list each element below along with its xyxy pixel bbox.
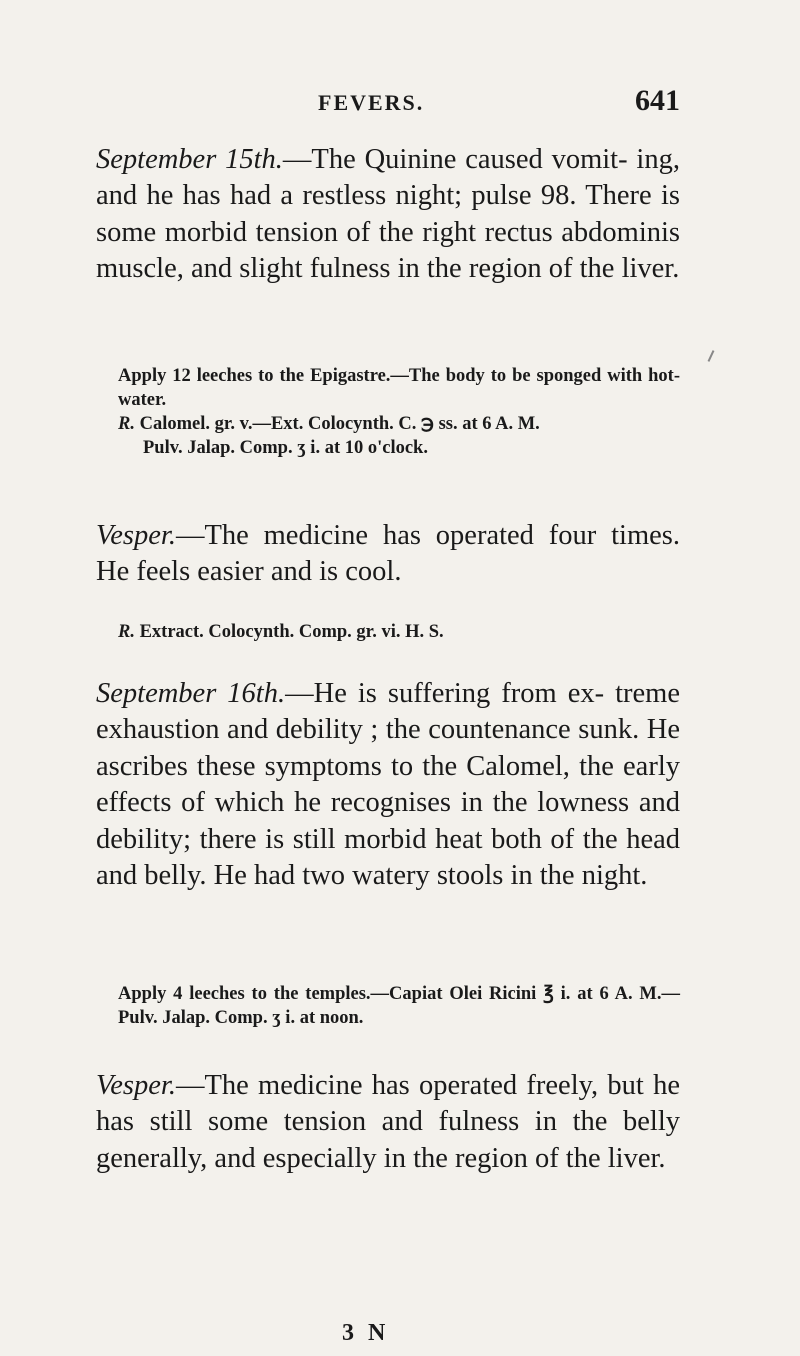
entry-september-16 (96, 676, 680, 894)
prescription-line: Calomel. gr. v.—Ext. Colocynth. C. ℈ ss. at 6 A. M. (139, 414, 540, 434)
signature-mark: 3 N (342, 1320, 390, 1346)
margin-mark (708, 350, 715, 362)
entry-text: —The medicine has operated four times. He feels easier and is cool. (96, 520, 680, 588)
page-number: 641 (635, 84, 680, 117)
entry-text: —He is suffering from ex- treme exhaustion and debility ; the countenance sunk. He ascribes these symptoms to the Calomel, the early effects of which he recognises in the lowness and debility; there is still morbid heat both of the head and belly. He had two watery stools in the night. (96, 678, 680, 892)
recipe-mark: R. (118, 622, 135, 642)
running-title: FEVERS. (318, 90, 425, 115)
entry-vesper-1 (96, 518, 680, 591)
entry-date: Vesper. (96, 1070, 176, 1101)
entry-date: Vesper. (96, 520, 176, 551)
prescription-line: Extract. Colocynth. Comp. gr. vi. H. S. (139, 622, 444, 642)
prescription-2 (96, 620, 680, 644)
prescription-instruction: Apply 4 leeches to the temples.—Capiat Olei Ricini ℥ i. at 6 A. M.—Pulv. Jalap. Comp. ʒ i. at noon. (118, 984, 680, 1028)
entry-text: —The Quinine caused vomit- ing, and he has had a restless night; pulse 98. There is some morbid tension of the right rectus abdominis muscle, and slight fulness in the region of the liver. (96, 144, 680, 285)
entry-vesper-2 (96, 1068, 680, 1177)
prescription-3 (96, 982, 680, 1030)
prescription-continuation: Pulv. Jalap. Comp. ʒ i. at 10 o'clock. (143, 438, 428, 458)
prescription-1 (96, 364, 680, 460)
running-head (96, 84, 680, 124)
entry-date: September 16th. (96, 678, 286, 709)
entry-september-15 (96, 142, 680, 288)
entry-date: September 15th. (96, 144, 283, 175)
entry-text: —The medicine has operated freely, but he has still some tension and fulness in the belly generally, and especially in the region of the liver. (96, 1070, 680, 1174)
recipe-mark: R. (118, 414, 135, 434)
prescription-instruction: Apply 12 leeches to the Epigastre.—The body to be sponged with hot-water. (118, 366, 680, 410)
